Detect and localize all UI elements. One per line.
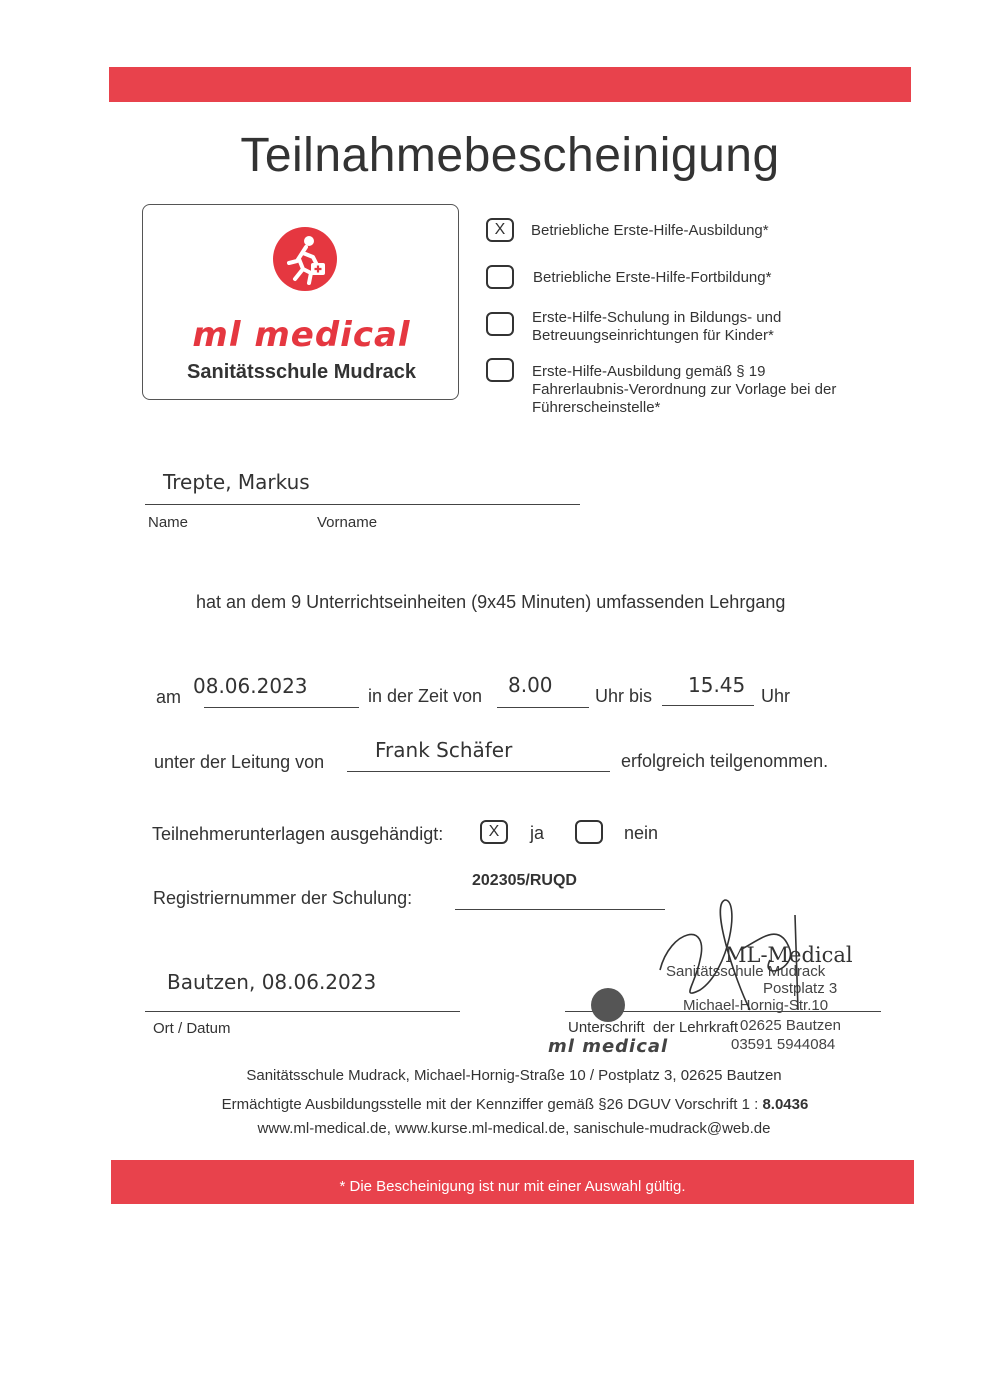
materials-nein-checkbox[interactable] <box>575 820 603 844</box>
materials-ja-checkbox[interactable]: X <box>480 820 508 844</box>
course-date-value: 08.06.2023 <box>193 674 308 698</box>
option-label-2: Betriebliche Erste-Hilfe-Fortbildung* <box>533 269 772 286</box>
leitung-label: unter der Leitung von <box>154 752 325 772</box>
authorization-text: Ermächtigte Ausbildungsstelle mit der Kennziffer gemäß §26 DGUV Vorschrift 1 : <box>221 1096 763 1113</box>
vorname-label: Vorname <box>317 514 378 531</box>
logo-box <box>142 204 459 400</box>
authorization-code: 8.0436 <box>762 1096 809 1113</box>
option-checkbox-2[interactable] <box>486 265 514 289</box>
time-from-value: 8.00 <box>508 673 553 697</box>
validity-notice: * Die Bescheinigung ist nur mit einer Auswahl gültig. <box>339 1178 686 1195</box>
date-underline <box>204 707 359 708</box>
option-checkbox-4[interactable] <box>486 358 514 382</box>
handwritten-signature <box>640 890 840 1020</box>
option-checkbox-1[interactable]: X <box>486 218 514 242</box>
option-label-3-line1: Erste-Hilfe-Schulung in Bildungs- und <box>532 309 782 326</box>
signature-label: Unterschrift der Lehrkraft <box>568 1019 739 1036</box>
option-label-1: Betriebliche Erste-Hilfe-Ausbildung* <box>531 222 769 239</box>
materials-ja-label: ja <box>530 823 545 843</box>
top-band <box>109 67 911 102</box>
uhr-bis-label: Uhr bis <box>595 686 653 706</box>
footer-contact: www.ml-medical.de, www.kurse.ml-medical.de, sanischule-mudrack@web.de <box>257 1120 771 1137</box>
time-from-underline <box>497 707 589 708</box>
name-label: Name <box>148 514 189 531</box>
school-name: Sanitätsschule Mudrack <box>187 361 416 383</box>
am-label: am <box>156 687 182 707</box>
registration-value: 202305/RUQD <box>472 872 577 889</box>
stamp-logo-circle <box>591 988 625 1022</box>
uhr-label: Uhr <box>761 686 791 706</box>
place-date-value: Bautzen, 08.06.2023 <box>167 970 377 994</box>
participant-underline <box>145 504 580 505</box>
instructor-underline <box>347 771 610 772</box>
registration-label: Registriernummer der Schulung: <box>153 888 413 908</box>
option-label-3-line2: Betreuungseinrichtungen für Kinder* <box>532 327 774 344</box>
page-title: Teilnahmebescheinigung <box>240 129 780 182</box>
footer-authorization <box>110 1096 920 1113</box>
time-to-underline <box>662 705 754 706</box>
success-suffix: erfolgreich teilgenommen. <box>621 751 829 771</box>
place-date-underline <box>145 1011 460 1012</box>
registration-underline <box>455 909 665 910</box>
time-from-label: in der Zeit von <box>368 686 483 706</box>
materials-label: Teilnehmerunterlagen ausgehändigt: <box>152 824 444 844</box>
option-checkbox-3[interactable] <box>486 312 514 336</box>
stamp-line5: 02625 Bautzen <box>740 1017 841 1034</box>
time-to-value: 15.45 <box>688 673 746 697</box>
brand-logo-text: ml medical <box>192 315 411 355</box>
option-label-4-line1: Erste-Hilfe-Ausbildung gemäß § 19 <box>532 363 766 380</box>
stamp-line3: Postplatz 3 <box>763 980 838 997</box>
materials-nein-label: nein <box>624 823 659 843</box>
first-aid-runner-icon <box>273 227 337 291</box>
instructor-name-value: Frank Schäfer <box>375 738 513 762</box>
footer-address: Sanitätsschule Mudrack, Michael-Hornig-Straße 10 / Postplatz 3, 02625 Bautzen <box>246 1067 782 1084</box>
option-label-4-line3: Führerscheinstelle* <box>532 399 661 416</box>
stamp-line2: Sanitätsschule Mudrack <box>666 963 826 980</box>
stamp-line1: ML-Medical <box>725 943 853 967</box>
option-label-4-line2: Fahrerlaubnis-Verordnung zur Vorlage bei der <box>532 381 837 398</box>
stamp-line4: Michael-Hornig-Str.10 <box>683 997 829 1014</box>
place-date-label: Ort / Datum <box>153 1020 231 1037</box>
stamp-line6: 03591 5944084 <box>731 1036 836 1053</box>
participant-name-value: Trepte, Markus <box>163 470 310 494</box>
stamp-brand: ml medical <box>548 1036 669 1057</box>
course-sentence: hat an dem 9 Unterrichtseinheiten (9x45 Minuten) umfassenden Lehrgang <box>196 592 786 612</box>
